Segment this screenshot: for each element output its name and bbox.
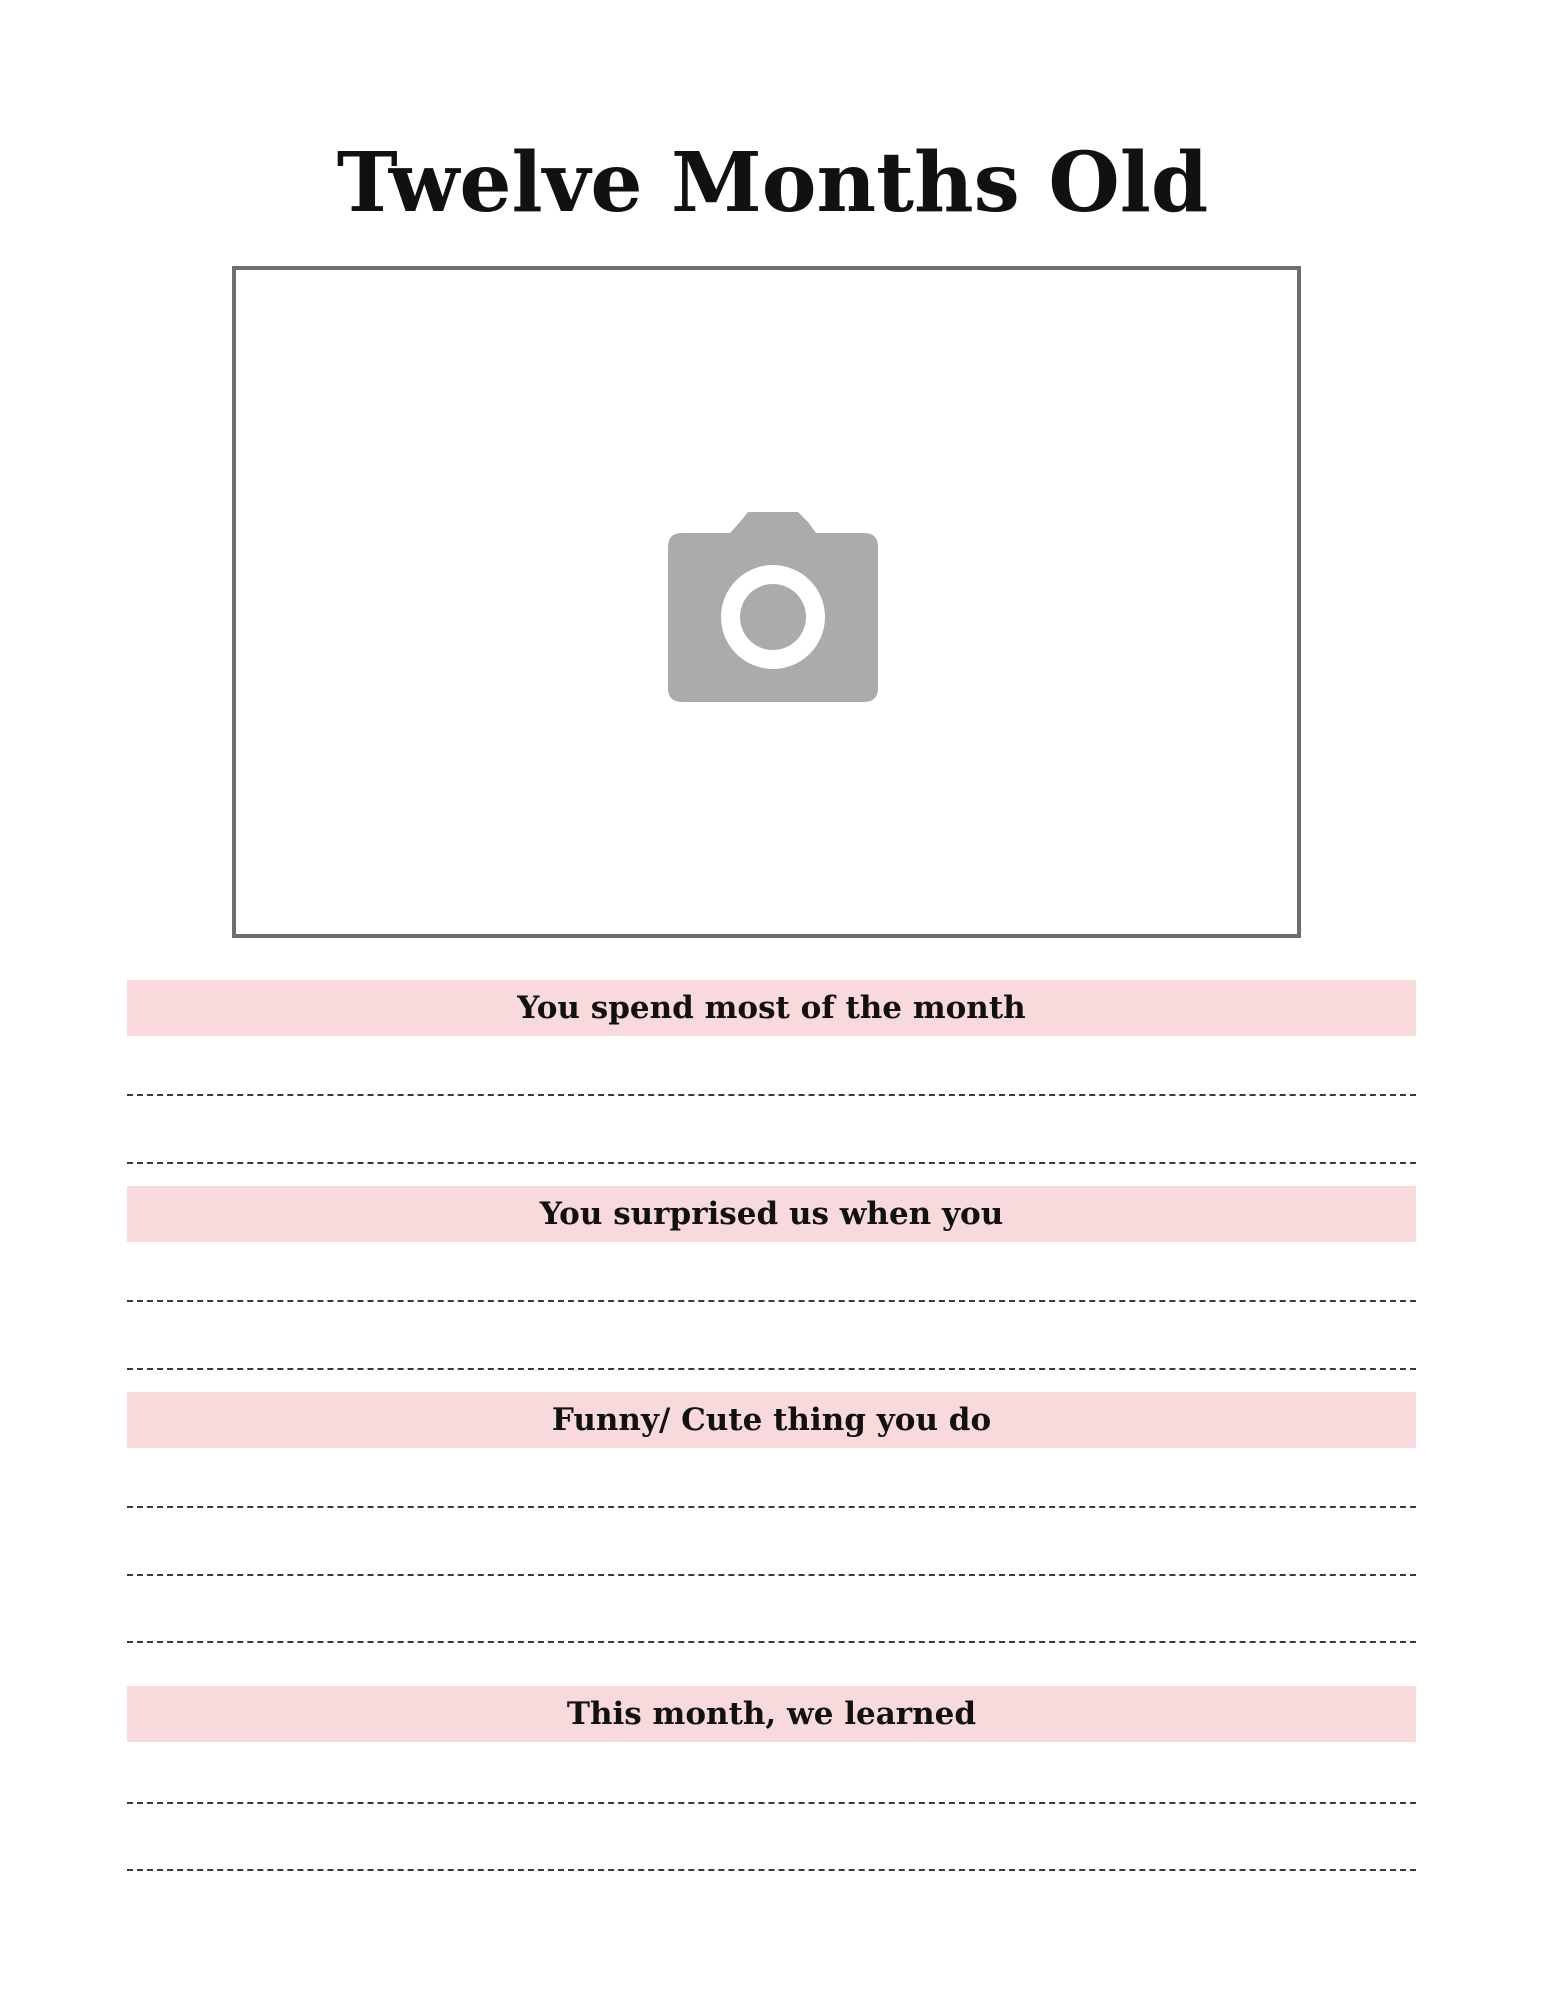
writing-line[interactable] — [127, 1368, 1416, 1370]
section-header-spend-month: You spend most of the month — [127, 980, 1416, 1036]
writing-line[interactable] — [127, 1094, 1416, 1096]
writing-line[interactable] — [127, 1574, 1416, 1576]
photo-frame[interactable] — [232, 266, 1301, 938]
writing-line[interactable] — [127, 1802, 1416, 1804]
section-header-funny-cute: Funny/ Cute thing you do — [127, 1392, 1416, 1448]
writing-line[interactable] — [127, 1162, 1416, 1164]
camera-icon — [668, 512, 878, 702]
writing-line[interactable] — [127, 1506, 1416, 1508]
page-title: Twelve Months Old — [336, 135, 1209, 231]
section-header-we-learned: This month, we learned — [127, 1686, 1416, 1742]
section-header-surprised-us: You surprised us when you — [127, 1186, 1416, 1242]
writing-line[interactable] — [127, 1641, 1416, 1643]
writing-line[interactable] — [127, 1869, 1416, 1871]
writing-line[interactable] — [127, 1300, 1416, 1302]
